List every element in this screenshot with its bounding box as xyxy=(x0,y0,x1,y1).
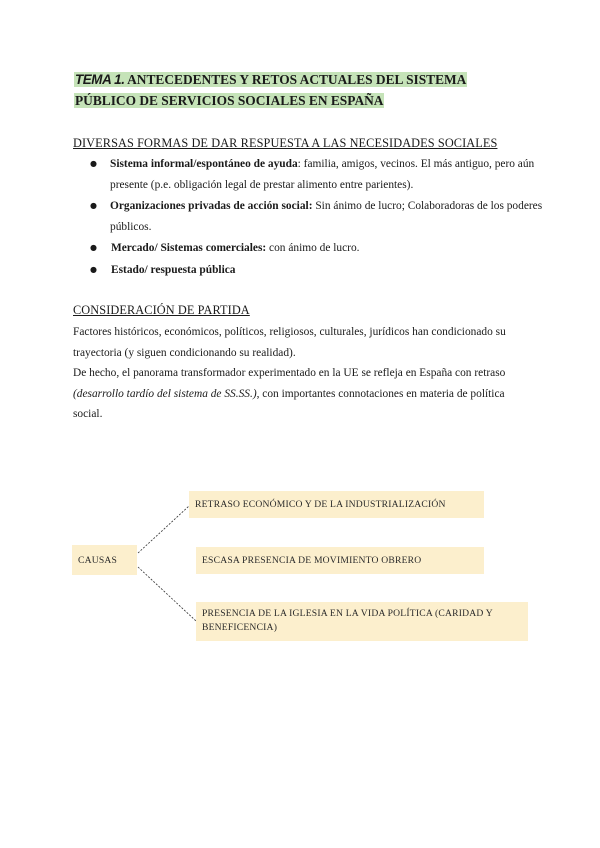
bullet-bold: Sistema informal/espontáneo de ayuda xyxy=(110,158,298,170)
bullet-text: : familia, amigos, vecinos. El más antiguo, pero aún presente (p.e. obligación legal de prestar alimento entre parientes). xyxy=(110,158,535,191)
connector-line-top xyxy=(138,506,189,553)
diagram-branch-economic: RETRASO ECONÓMICO Y DE LA INDUSTRIALIZACIÓN xyxy=(189,491,484,518)
paragraph-2-italic: (desarrollo tardío del sistema de SS.SS.) xyxy=(73,387,257,400)
bullet-icon: ● xyxy=(90,201,97,210)
diagram-root-causas: CAUSAS xyxy=(72,545,137,575)
bullet-text: Sin ánimo de lucro; Colaboradoras de los poderes públicos. xyxy=(110,200,543,233)
bullet-bold: Mercado/ Sistemas comerciales: xyxy=(111,242,267,254)
bullet-bold: Organizaciones privadas de acción social: xyxy=(110,200,313,212)
paragraph-1: Factores históricos, económicos, políticos, religiosos, culturales, jurídicos han condicionado su trayectoria (y siguen condicionando su realidad). xyxy=(73,326,506,359)
section1-heading: DIVERSAS FORMAS DE DAR RESPUESTA A LAS NECESIDADES SOCIALES xyxy=(73,136,498,150)
title-line1: ANTECEDENTES Y RETOS ACTUALES DEL SISTEMA xyxy=(127,72,467,87)
section2-heading: CONSIDERACIÓN DE PARTIDA xyxy=(73,303,250,317)
diagram-branch-church: PRESENCIA DE LA IGLESIA EN LA VIDA POLÍTICA (CARIDAD Y BENEFICENCIA) xyxy=(196,602,528,641)
paragraph-2-end: , con importantes connotaciones en materia de política social. xyxy=(73,387,505,420)
bullet-icon: ● xyxy=(90,264,97,274)
bullet-icon: ● xyxy=(90,159,97,168)
connector-line-bottom xyxy=(138,567,196,621)
diagram-branch-labor: ESCASA PRESENCIA DE MOVIMIENTO OBRERO xyxy=(196,547,484,574)
bullet-text: con ánimo de lucro. xyxy=(266,242,360,254)
title-line2: PÚBLICO DE SERVICIOS SOCIALES EN ESPAÑA xyxy=(75,92,384,108)
bullet-bold: Estado/ respuesta pública xyxy=(111,263,236,276)
paragraph-2-start: De hecho, el panorama transformador experimentado en la UE se refleja en España con retraso xyxy=(73,367,506,379)
bullet-icon: ● xyxy=(90,243,97,252)
tema-label: TEMA 1. xyxy=(75,72,125,87)
